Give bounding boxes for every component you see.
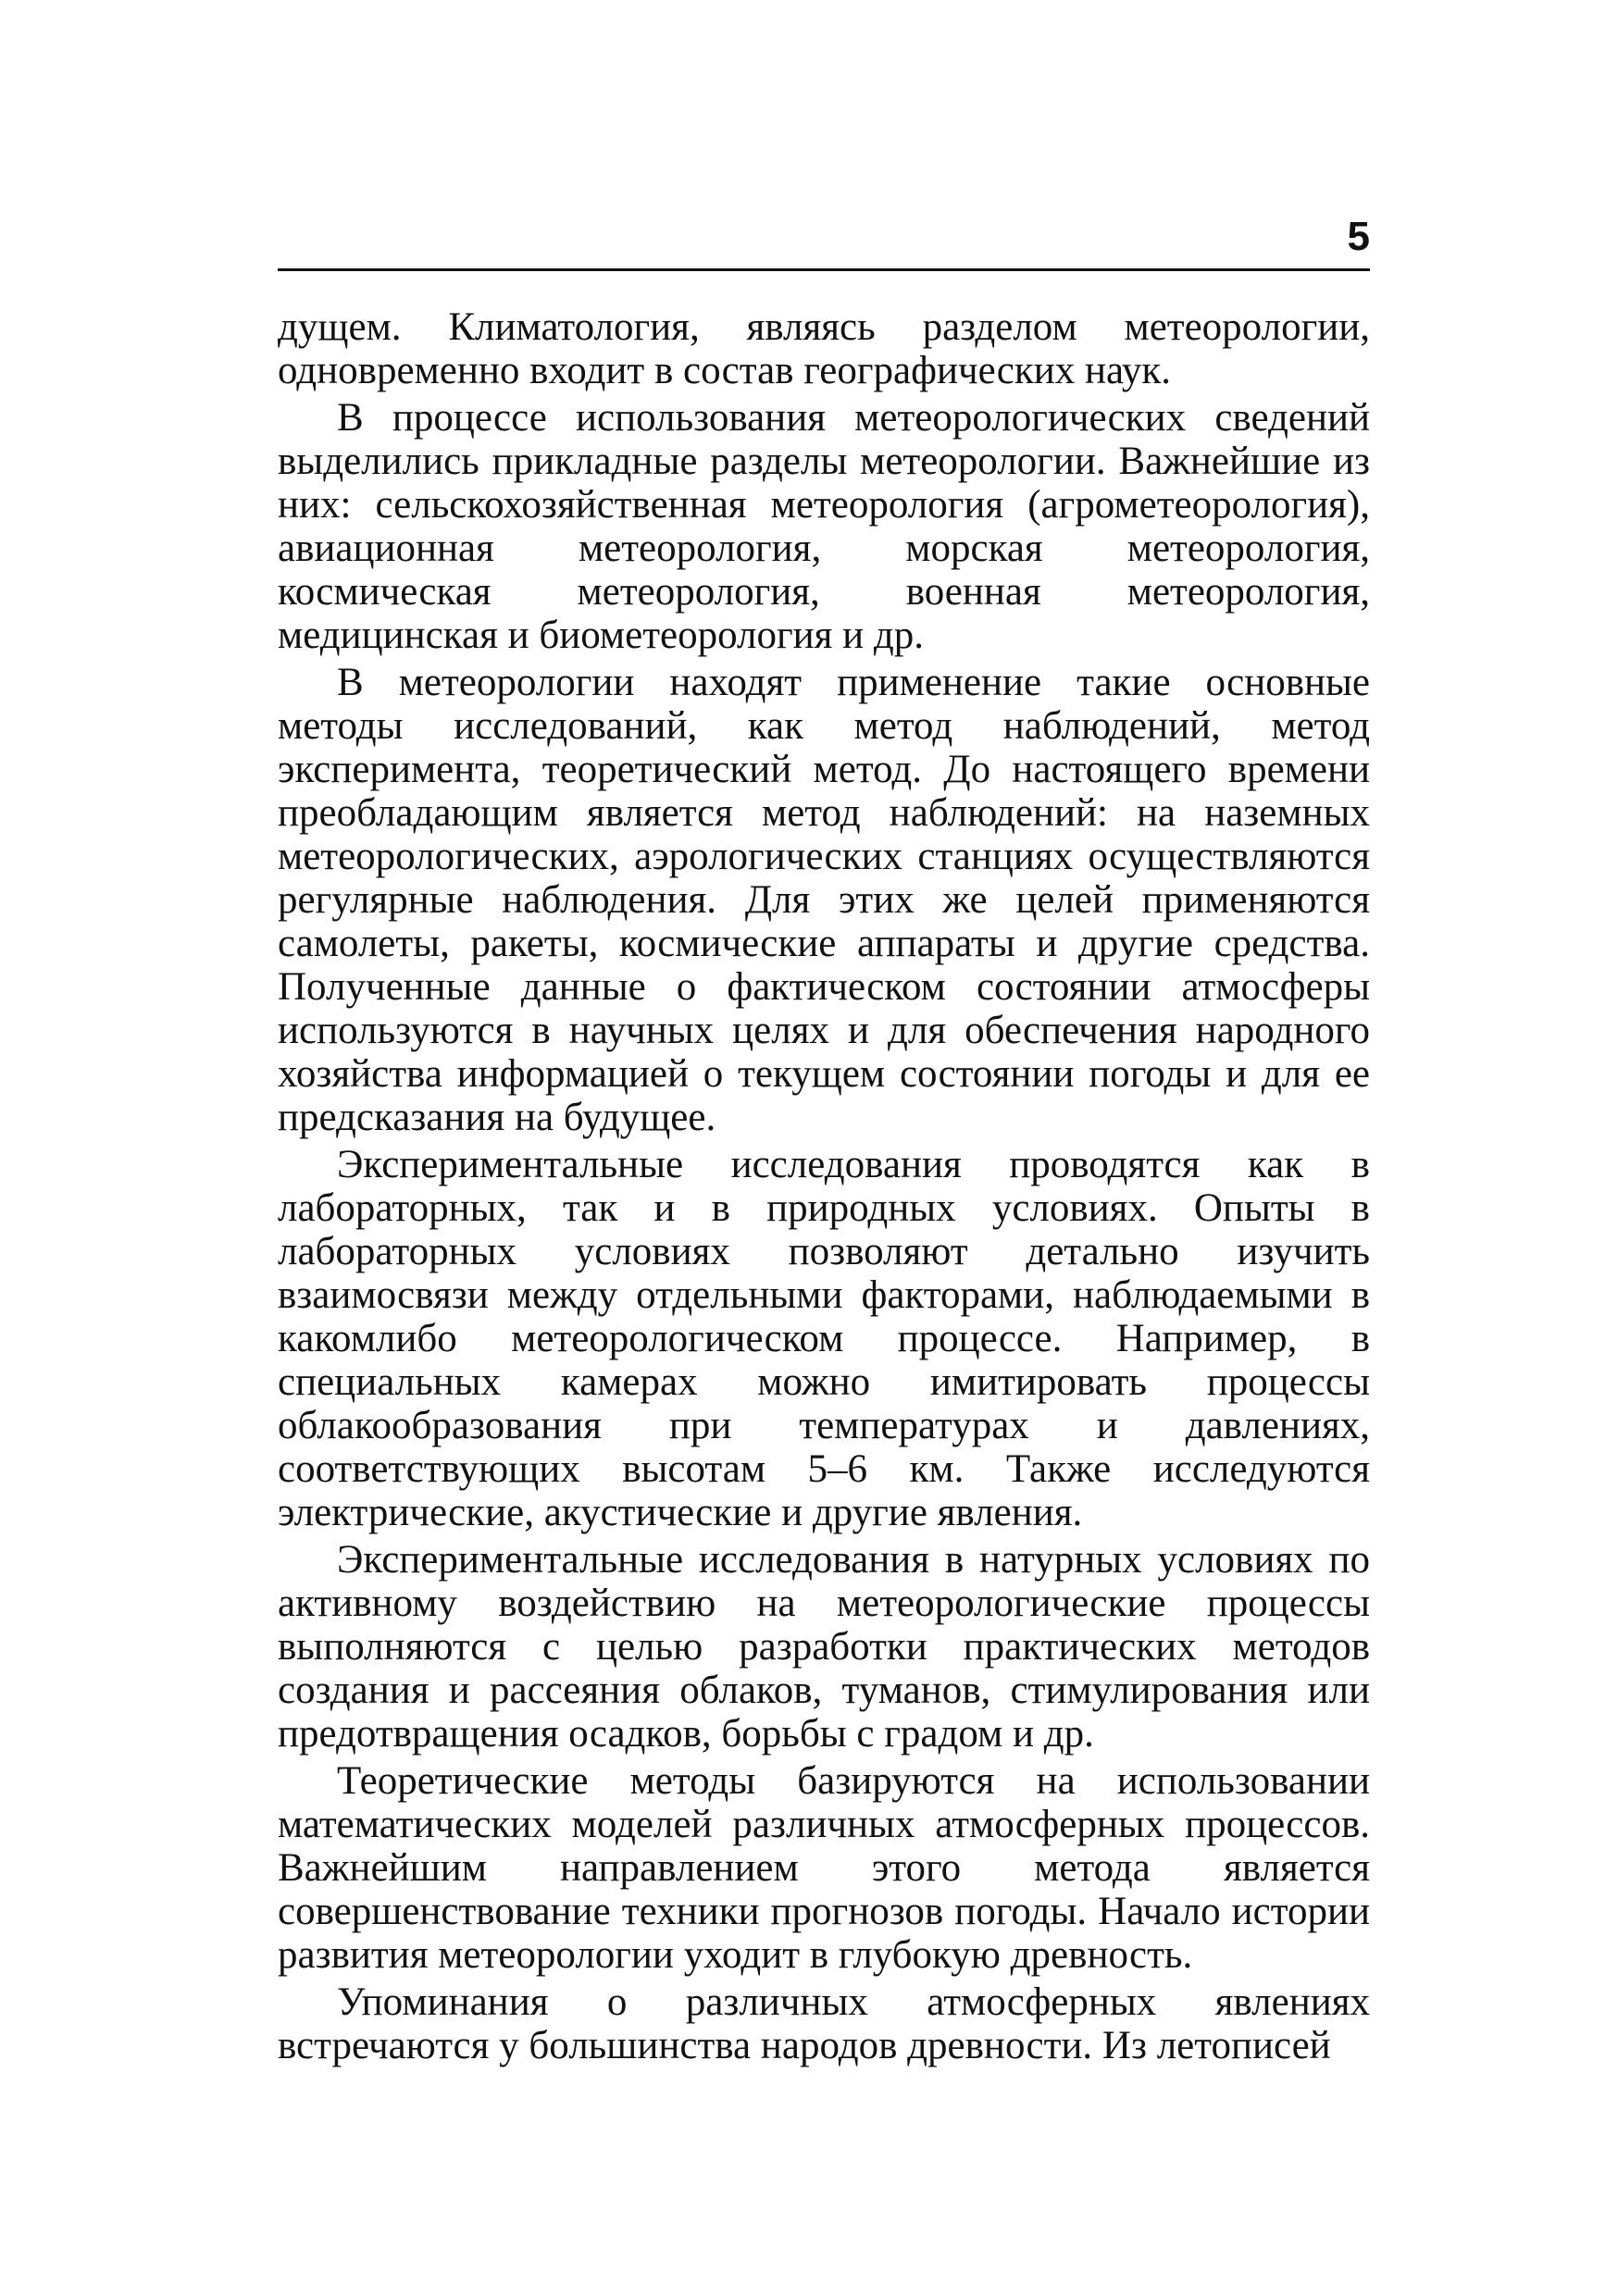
paragraph-applied-branches: В процессе использования метеорологических сведений выделились прикладные разделы метеорологии. Важнейшие из них: сельскохозяйственная метеорология (агрометеорология), авиационная метеорология, морская метеорология, космическая метеорология, военная метеорология, медицинская и биометеорология и др.	[278, 396, 1370, 657]
paragraph-research-methods: В метеорологии находят применение такие основные методы исследований, как метод наблюдений, метод эксперимента, теоретический метод. До настоящего времени преобладающим является метод наблюдений: на наземных метеорологических, аэрологических станциях осуществляются регулярные наблюдения. Для этих же целей применяются самолеты, ракеты, космические аппараты и другие средства. Полученные данные о фактическом состоянии атмосферы используются в научных целях и для обеспечения народного хозяйства информацией о текущем состоянии погоды и для ее предсказания на будущее.	[278, 661, 1370, 1139]
paragraph-theoretical-methods: Теоретические методы базируются на использовании математических моделей различных атмосферных процессов. Важнейшим направлением этого метода является совершенствование техники прогнозов погоды. Начало истории развития метеорологии уходит в глубокую древность.	[278, 1759, 1370, 1977]
paragraph-experimental-field: Экспериментальные исследования в натурных условиях по активному воздействию на метеорологические процессы выполняются с целью разработки практических методов создания и рассеяния облаков, туманов, стимулирования или предотвращения осадков, борьбы с градом и др.	[278, 1538, 1370, 1756]
paragraph-history-start: Упоминания о различных атмосферных явлениях встречаются у большинства народов древности. Из летописей	[278, 1980, 1370, 2067]
page-number: 5	[1347, 214, 1370, 259]
paragraph-climatology-continuation: дущем. Климатология, являясь разделом метеорологии, одновременно входит в состав географических наук.	[278, 305, 1370, 392]
paragraph-experimental-lab: Экспериментальные исследования проводятся как в лабораторных, так и в природных условиях. Опыты в лабораторных условиях позволяют детально изучить взаимосвязи между отдельными факторами, наблюдаемыми в какомлибо метеорологическом процессе. Например, в специальных камерах можно имитировать процессы облакообразования при температурах и давлениях, соответствующих высотам 5–6 км. Также исследуются электрические, акустические и другие явления.	[278, 1143, 1370, 1534]
body-text	[278, 305, 1370, 2071]
header-rule	[278, 268, 1370, 271]
